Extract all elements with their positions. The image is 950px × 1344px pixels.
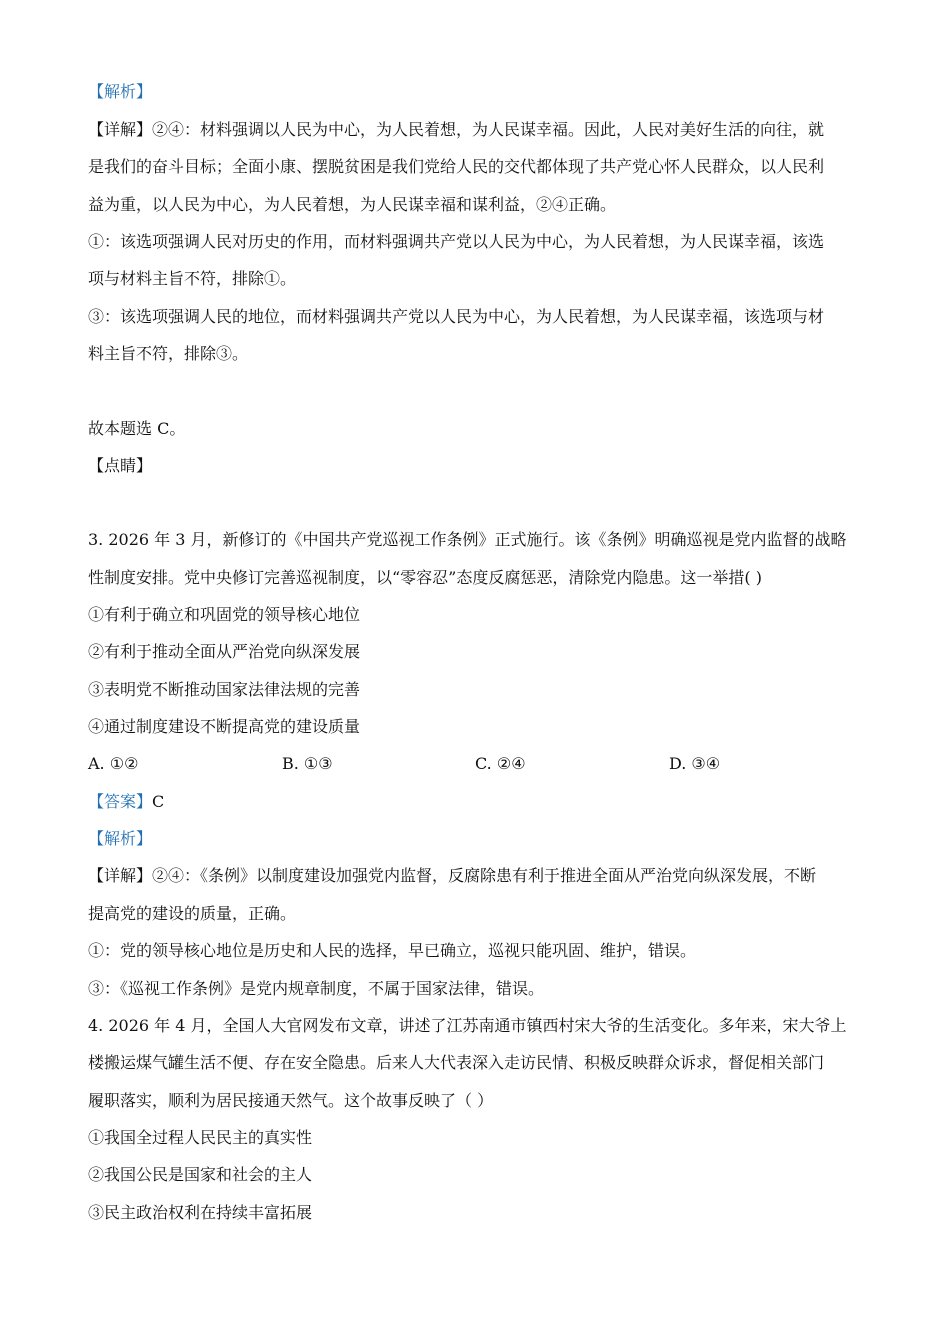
- choice-b: B. ①③: [282, 754, 333, 773]
- question-3-option: ①有利于确立和巩固党的领导核心地位: [88, 605, 361, 624]
- analysis-tag: 【解析】: [88, 82, 153, 101]
- detail-tag: 【详解】: [88, 120, 153, 139]
- detail-line: ③：该选项强调人民的地位，而材料强调共产党以人民为中心，为人民着想，为人民谋幸福，该选项与材: [88, 307, 825, 326]
- analysis-tag: 【解析】: [88, 829, 153, 848]
- answer-value: C: [152, 792, 165, 811]
- question-4-option: ③民主政治权利在持续丰富拓展: [88, 1203, 313, 1222]
- question-3-option: ③表明党不断推动国家法律法规的完善: [88, 680, 361, 699]
- conclusion: 故本题选 C。: [88, 419, 186, 438]
- question-4-option: ②我国公民是国家和社会的主人: [88, 1165, 313, 1184]
- question-4-stem: 4. 2026 年 4 月，全国人大官网发布文章，讲述了江苏南通市镇西村宋大爷的生活变化。多年来，宋大爷上: [88, 1016, 847, 1035]
- detail-line: ①：该选项强调人民对历史的作用，而材料强调共产党以人民为中心，为人民着想，为人民谋幸福，该选: [88, 232, 825, 251]
- detail-line: 【详解】②④：《条例》以制度建设加强党内监督，反腐除患有利于推进全面从严治党向纵深发展，不断: [88, 866, 817, 885]
- detail-line: ③：《巡视工作条例》是党内规章制度，不属于国家法律，错误。: [88, 979, 545, 998]
- detail-line: 【详解】②④：材料强调以人民为中心，为人民着想，为人民谋幸福。因此，人民对美好生活的向往，就: [88, 120, 825, 139]
- detail-line: 料主旨不符，排除③。: [88, 344, 249, 363]
- question-3-stem: 3. 2026 年 3 月，新修订的《中国共产党巡视工作条例》正式施行。该《条例》明确巡视是党内监督的战略: [88, 530, 847, 549]
- detail-line: ①：党的领导核心地位是历史和人民的选择，早已确立，巡视只能巩固、维护，错误。: [88, 941, 697, 960]
- answer-line: [88, 790, 164, 814]
- choice-d: D. ③④: [669, 754, 721, 773]
- dianjing-tag: 【点睛】: [88, 456, 153, 475]
- detail-line: 是我们的奋斗目标；全面小康、摆脱贫困是我们党给人民的交代都体现了共产党心怀人民群众，以人民利: [88, 157, 825, 176]
- detail-line: 益为重，以人民为中心，为人民着想，为人民谋幸福和谋利益，②④正确。: [88, 195, 617, 214]
- question-3-option: ②有利于推动全面从严治党向纵深发展: [88, 642, 361, 661]
- detail-line: 提高党的建设的质量，正确。: [88, 904, 297, 923]
- answer-tag: 【答案】: [88, 792, 153, 811]
- question-3-stem: 性制度安排。党中央修订完善巡视制度，以“零容忍”态度反腐惩恶，清除党内隐患。这一举措( ): [88, 568, 762, 587]
- detail-tag: 【详解】: [88, 866, 153, 885]
- choice-a: A. ①②: [88, 754, 139, 773]
- question-4-stem: 楼搬运煤气罐生活不便、存在安全隐患。后来人大代表深入走访民情、积极反映群众诉求，督促相关部门: [88, 1053, 825, 1072]
- question-3-choices: [88, 752, 868, 776]
- question-3-option: ④通过制度建设不断提高党的建设质量: [88, 717, 361, 736]
- choice-c: C. ②④: [475, 754, 526, 773]
- question-4-stem: 履职落实，顺利为居民接通天然气。这个故事反映了（ ）: [88, 1091, 494, 1110]
- detail-line: 项与材料主旨不符，排除①。: [88, 269, 297, 288]
- question-4-option: ①我国全过程人民民主的真实性: [88, 1128, 313, 1147]
